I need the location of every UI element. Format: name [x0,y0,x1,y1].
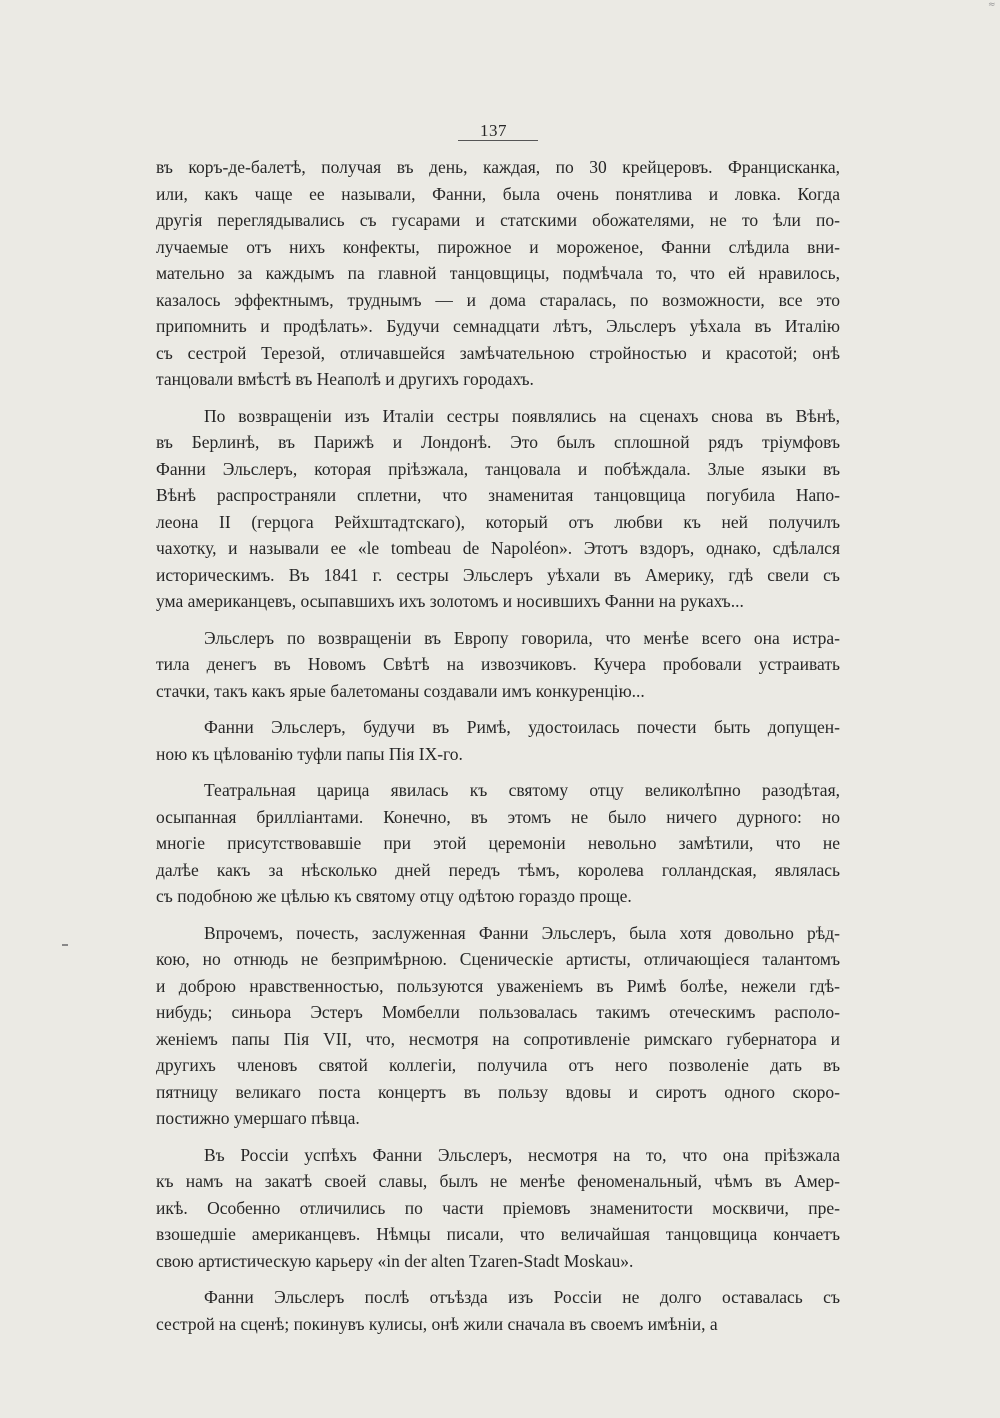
paragraph [156,1142,840,1275]
text-line: пятницу великаго поста концертъ въ пользу вдовы и сиротъ одного скоро- [156,1081,840,1102]
text-line: Впрочемъ, почесть, заслуженная Фанни Эльслеръ, была хотя довольно рѣд- [204,922,840,943]
corner-mark: ≈ [988,0,996,10]
text-line: кою, но отнюдь не безпримѣрною. Сценическіе артисты, отличающіеся талантомъ [156,949,840,969]
text-line: свою артистическую карьеру «in der alten Tzaren-Stadt Moskau». [156,1250,634,1271]
text-line: другихъ членовъ святой коллегіи, получила отъ него позволеніе дать въ [156,1055,840,1075]
text-line: ума американцевъ, осыпавшихъ ихъ золотомъ и носившихъ Фанни на рукахъ... [156,591,744,611]
text-line: лучаемые отъ нихъ конфекты, пирожное и мороженое, Фанни слѣдила вни- [156,236,840,257]
page-number: 137 [480,121,507,140]
margin-mark [62,944,68,946]
text-line: чахотку, и называли ее «le tombeau de Napoléon». Этотъ вздоръ, однако, сдѣлался [156,538,840,558]
text-line: въ коръ-де-балетѣ, получая въ день, каждая, по 30 крейцеровъ. Францисканка, [156,157,840,177]
text-line: многіе присутствовавшіе при этой церемоніи невольно замѣтили, что не [156,833,840,853]
paragraph-gap [156,1132,840,1142]
paragraph-gap [156,767,840,777]
text-line: По возвращеніи изъ Италіи сестры появлялись на сценахъ снова въ Вѣнѣ, [204,405,840,426]
paragraph-gap [156,1274,840,1284]
paragraph [156,154,840,393]
paragraph [156,1284,840,1337]
text-line: Фанни Эльслеръ послѣ отъѣзда изъ Россіи не долго оставалась съ [204,1287,840,1307]
text-line: или, какъ чаще ее называли, Фанни, была очень понятлива и ловка. Когда [156,183,840,204]
text-line: леона II (герцога Рейхштадтскаго), который отъ любви къ ней получилъ [156,511,840,532]
paragraph [156,777,840,910]
text-line: и доброю нравственностью, пользуются уваженіемъ въ Римѣ болѣе, нежели гдѣ- [156,975,840,996]
body-text [156,154,840,1337]
text-line: женіемъ папы Пія VII, что, несмотря на сопротивленіе римскаго губернатора и [156,1028,840,1049]
text-line: далѣе какъ за нѣсколько дней передъ тѣмъ, королева голландская, являлась [156,859,840,880]
paragraph [156,714,840,767]
text-line: къ намъ на закатѣ своей славы, былъ не менѣе феноменальный, чѣмъ въ Амер- [156,1171,840,1191]
text-line: въ Берлинѣ, въ Парижѣ и Лондонѣ. Это былъ сплошной рядъ тріумфовъ [156,432,840,452]
paragraph [156,920,840,1132]
text-line: Эльслеръ по возвращеніи въ Европу говорила, что менѣе всего она истра- [204,627,840,648]
text-line: нибудь; синьора Эстеръ Момбелли пользовалась такимъ отеческимъ располо- [156,1002,840,1022]
text-line: танцовали вмѣстѣ въ Неаполѣ и другихъ городахъ. [156,369,534,389]
text-line: другія переглядывались съ гусарами и статскими обожателями, не то ѣли по- [156,210,840,230]
paragraph-gap [156,910,840,920]
paragraph-gap [156,704,840,714]
text-line: историческимъ. Въ 1841 г. сестры Эльслеръ уѣхали въ Америку, гдѣ свели съ [156,564,840,585]
paragraph [156,625,840,705]
text-line: Въ Россіи успѣхъ Фанни Эльслеръ, несмотря на то, что она пріѣзжала [204,1144,840,1165]
text-line: Театральная царица явилась къ святому отцу великолѣпно разодѣтая, [204,780,840,800]
paragraph [156,403,840,615]
text-line: ною къ цѣлованію туфли папы Пія IX-го. [156,743,463,764]
text-line: Фанни Эльслеръ, будучи въ Римѣ, удостоилась почести быть допущен- [204,717,840,737]
text-line: съ сестрой Терезой, отличавшейся замѣчательною стройностью и красотой; онѣ [156,342,840,363]
text-line: постижно умершаго пѣвца. [156,1108,360,1128]
text-line: казалось эффектнымъ, труднымъ — и дома старалась, по возможности, все это [156,289,840,310]
text-line: съ подобною же цѣлью къ святому отцу одѣтою гораздо проще. [156,886,632,906]
page-number-rule [458,140,538,141]
paragraph-gap [156,615,840,625]
text-line: припомнить и продѣлать». Будучи семнадцати лѣтъ, Эльслеръ уѣхала въ Италію [156,316,840,336]
text-line: осыпанная брилліантами. Конечно, въ этомъ не было ничего дурного: но [156,806,840,827]
text-line: стачки, такъ какъ ярые балетоманы создавали имъ конкуренцію... [156,680,645,701]
text-line: тила денегъ въ Новомъ Свѣтѣ на извозчиковъ. Кучера пробовали устраивать [156,654,840,674]
paragraph-gap [156,393,840,403]
text-line: сестрой на сценѣ; покинувъ кулисы, онѣ жили сначала въ своемъ имѣніи, а [156,1313,718,1334]
text-line: Вѣнѣ распространяли сплетни, что знаменитая танцовщица погубила Напо- [156,485,840,505]
text-line: мательно за каждымъ па главной танцовщицы, подмѣчала то, что ей нравилось, [156,263,840,283]
text-line: икѣ. Особенно отличились по части пріемовъ знаменитости москвичи, пре- [156,1197,840,1218]
text-line: взошедшіе американцевъ. Нѣмцы писали, что величайшая танцовщица кончаетъ [156,1224,840,1244]
text-line: Фанни Эльслеръ, которая пріѣзжала, танцовала и побѣждала. Злые языки въ [156,458,840,479]
